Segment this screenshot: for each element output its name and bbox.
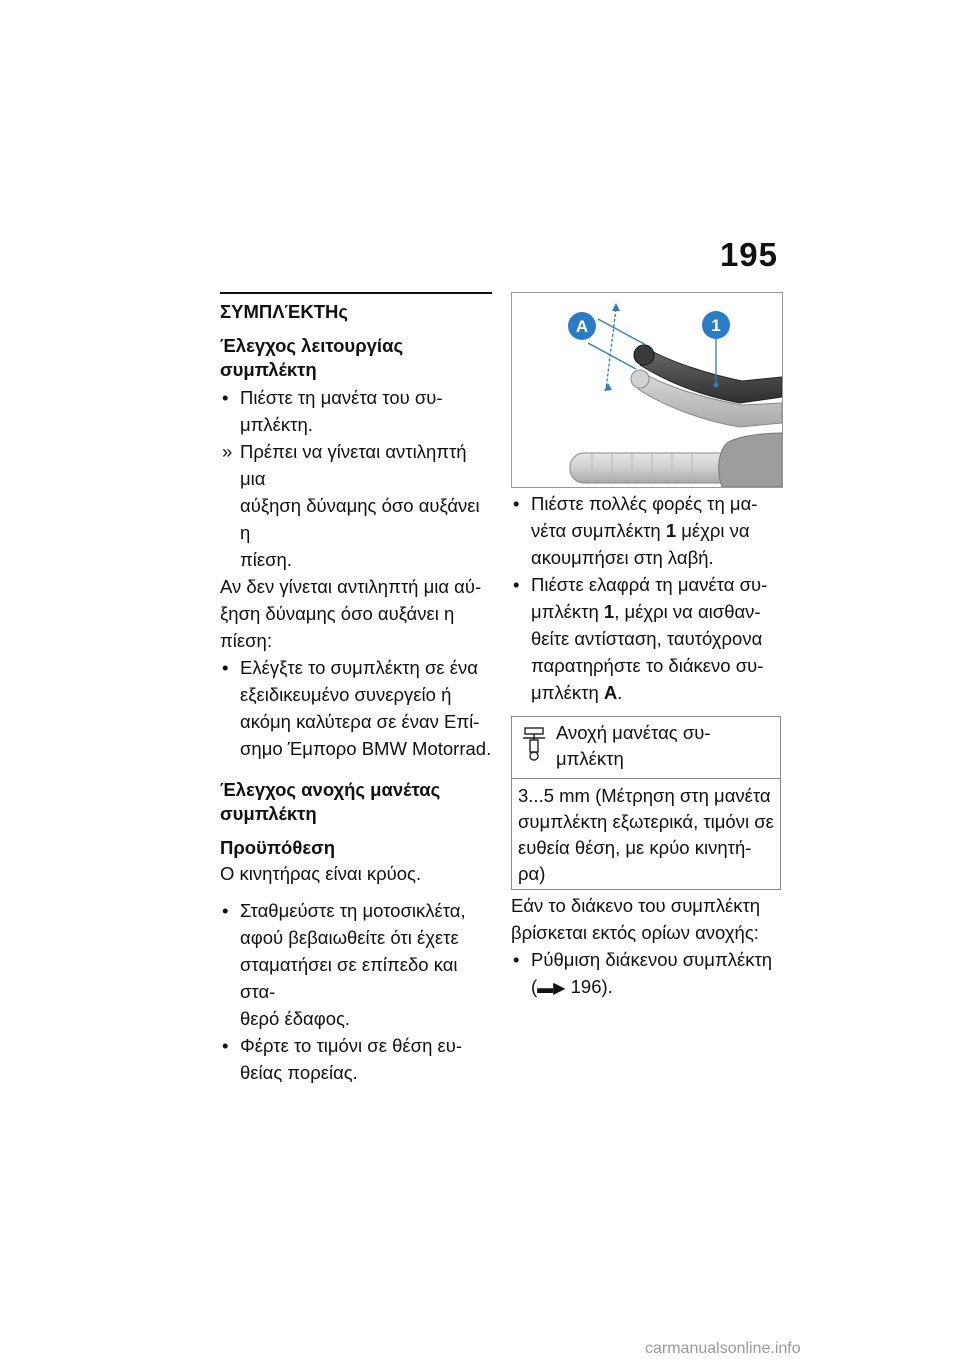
left-column — [220, 292, 492, 1086]
result-item: » Πρέπει να γίνεται αντιληπτή μια αύξηση δύναμης όσο αυξάνει η πίεση. — [220, 438, 492, 573]
list-item: • Πιέστε τη μανέτα του συ- μπλέκτη. — [220, 384, 492, 438]
paragraph: Εάν το διάκενο του συμπλέκτη βρίσκεται εκτός ορίων ανοχής: — [511, 895, 761, 943]
clutch-lever-drawing — [512, 293, 782, 487]
spec-header — [512, 717, 780, 779]
list-item: • Φέρτε το τιμόνι σε θέση ευ- θείας πορείας. — [220, 1032, 492, 1086]
list-item: • Πιέστε πολλές φορές τη μα- νέτα συμπλέκτη 1 μέχρι να ακουμπήσει στη λαβή. — [511, 490, 781, 571]
result-mark: » — [222, 441, 233, 462]
bullet-mark: • — [222, 900, 229, 921]
label-a: A — [575, 317, 589, 336]
label-1-dot — [714, 383, 719, 388]
paragraph: Αν δεν γίνεται αντιληπτή μια αύ- ξηση δύναμης όσο αυξάνει η πίεση: — [220, 576, 482, 651]
page-reference-arrow-icon: ▬▶ — [537, 980, 566, 997]
bullet-mark: • — [513, 574, 520, 595]
ref-1: 1 — [665, 520, 677, 541]
prerequisite-text: Ο κινητήρας είναι κρύος. — [220, 863, 422, 884]
bullet-mark: • — [222, 1035, 229, 1056]
ref-1: 1 — [603, 601, 615, 622]
heading-clutch-function-check: Έλεγχος λειτουργίας συμπλέκτη — [220, 335, 404, 380]
list-item: • Πιέστε ελαφρά τη μανέτα συ- μπλέκτη 1, μέχρι να αισθαν- θείτε αντίσταση, ταυτόχρονα παρατηρήστε το διάκενο συ- μπλέκτη A. — [511, 571, 781, 706]
switch-housing — [719, 433, 782, 487]
bullet-mark: • — [222, 657, 229, 678]
bullet-mark: • — [513, 493, 520, 514]
bullet-mark: • — [513, 949, 520, 970]
label-1: 1 — [711, 316, 721, 335]
page-number: 195 — [719, 236, 778, 273]
section-title: ΣΥΜΠΛΈΚΤΗς — [220, 301, 348, 322]
spec-title: Ανοχή μανέτας συ- μπλέκτη — [556, 722, 711, 769]
lever-outline-ball-end — [631, 370, 649, 388]
watermark: carmanualsonline.info — [645, 1340, 801, 1357]
heading-prerequisite: Προϋπόθεση — [220, 837, 336, 858]
section-divider — [220, 292, 492, 294]
clutch-lever-illustration — [511, 292, 783, 488]
cross-reference-link[interactable]: (▬▶ 196). — [531, 976, 613, 997]
list-item: • Ελέγξτε το συμπλέκτη σε ένα εξειδικευμένο συνεργείο ή ακόμη καλύτερα σε έναν Επί- σημο Έμπορο BMW Motorrad. — [220, 654, 492, 762]
spec-box — [511, 716, 781, 890]
measurement-gauge-icon — [512, 720, 556, 772]
spec-value: 3...5 mm (Μέτρηση στη μανέτα συμπλέκτη εξωτερικά, τιμόνι σε ευθεία θέση, με κρύο κινητή- ρα) — [518, 785, 774, 884]
list-item: • Ρύθμιση διάκενου συμπλέκτη (▬▶ 196). — [511, 946, 781, 1002]
handlebar-grip — [570, 453, 740, 483]
right-column — [511, 490, 781, 1002]
bullet-mark: • — [222, 387, 229, 408]
clutch-lever-ball-end — [634, 345, 654, 365]
heading-lever-tolerance-check: Έλεγχος ανοχής μανέτας συμπλέκτη — [220, 779, 441, 824]
list-item: • Σταθμεύστε τη μοτοσικλέτα, αφού βεβαιωθείτε ότι έχετε σταματήσει σε επίπεδο και στα- θερό έδαφος. — [220, 897, 492, 1032]
ref-a: A — [603, 682, 618, 703]
